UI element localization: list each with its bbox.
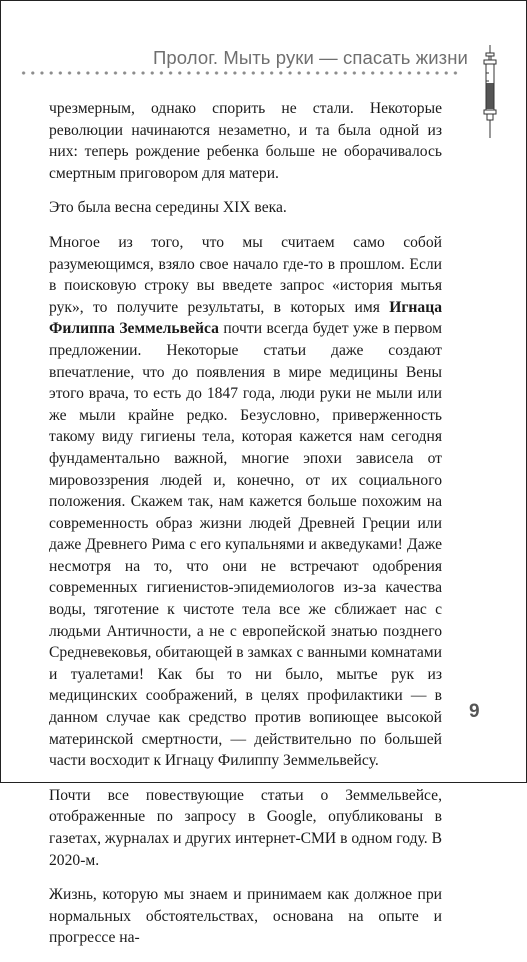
- paragraph: [49, 232, 442, 772]
- paragraph-text: Многое из того, что мы считаем само собой разумеющимся, взяло свое начало где-то в прошлом. Если в поисковую строку вы введете запрос «история мытья рук», то получите результаты, в которых имя: [49, 233, 442, 316]
- syringe-icon: [480, 43, 500, 141]
- page-number: 9: [469, 701, 480, 722]
- emphasized-name: Игнаца Филиппа Земмельвейса: [49, 298, 442, 338]
- running-header: Пролог. Мыть руки — спасать жизни: [152, 47, 468, 68]
- paragraph: Это была весна середины XIX века.: [49, 199, 287, 217]
- paragraph: Почти все повествующие статьи о Земмельвейсе, отображенные по запросу в Google, опубликованы в газетах, журналах и других интернет-СМИ в одном году. В 2020-м.: [49, 786, 442, 869]
- dotted-rule: [19, 71, 461, 75]
- body-text: [49, 98, 442, 962]
- paragraph-text: почти всегда будет уже в первом предложении. Некоторые статьи даже создают впечатление, что до появления в мире медицины Вены этого врача, то есть до 1847 года, люди руки не мыли или же мыли крайне редко. Безусловно, приверженность такому виду гигиены тела, которая кажется нам сегодня фундаментально важной, многие эпохи зависела от мировоззрения людей и, конечно, от их социального положения. Скажем так, нам кажется больше похожим на современность образ жизни людей Древней Греции или даже Древнего Рима с его купальнями и акведуками! Даже несмотря на то, что они не встречают одобрения современных гигиенистов-эпидемиологов из-за качества воды, тяготение к чистоте тела все же сближает нас с людьми Античности, а не с европейской знатью позднего Средневековья, обитающей в замках с ванными комнатами и туалетами! Как бы то ни было, мытье рук из медицинских соображений, в целях профилактики — в данном случае как средство против вопиющее высокой материнской смертности, — действительно по большей части восходит к Игнацу Филиппу Земмельвейсу.: [49, 320, 442, 770]
- paragraph: чрезмерным, однако спорить не стали. Некоторые революции начинаются незаметно, и та была одной из них: теперь рождение ребенка больше не оборачивалось смертным приговором для матери.: [49, 100, 442, 182]
- paragraph: Жизнь, которую мы знаем и принимаем как должное при нормальных обстоятельствах, основана на опыте и прогрессе на-: [49, 886, 442, 947]
